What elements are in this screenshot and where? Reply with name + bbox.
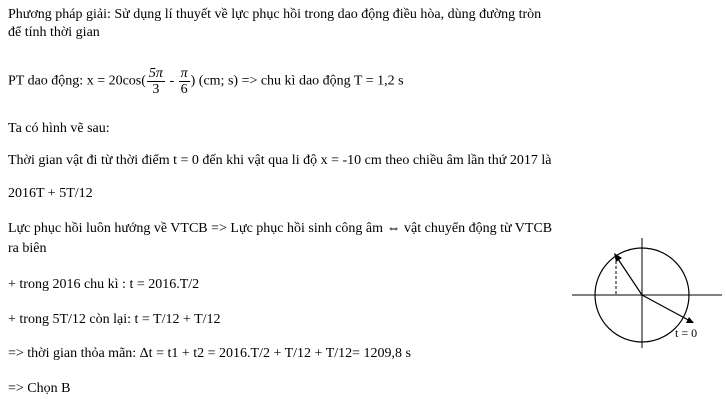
restoring-force-line-cont: ra biên (8, 241, 47, 256)
total-time-line: => thời gian thỏa mãn: Δt = t1 + t2 = 2016.T/2 + T/12 + T/12= 1209,8 s (8, 346, 411, 361)
time-answer-expression: 2016T + 5T/12 (8, 186, 93, 201)
fraction-pi-over-6: $\frac{\pi}{6}$ (180, 66, 188, 97)
equation-prefix: PT dao động: x = 20cos( (8, 73, 146, 89)
method-line-cont: để tính thời gian (8, 25, 100, 40)
t0-label: t = 0 (675, 326, 698, 340)
remainder-line: + trong 5T/12 còn lại: t = T/12 + T/12 (8, 312, 221, 327)
vector-line (616, 256, 642, 295)
restoring-force-line: Lực phục hồi luôn hướng về VTCB => Lực phục hồi sinh công âm ⇔ vật chuyển động từ VTCB (8, 221, 553, 236)
initial-vector-line (642, 295, 692, 322)
fraction-5pi-over-3: $\frac{5\pi}{3}$ (148, 66, 163, 97)
method-line: Phương pháp giải: Sử dụng lí thuyết về lực phục hồi trong dao động điều hòa, dùng đường tròn (8, 7, 542, 22)
figure-intro: Ta có hình vẽ sau: (8, 121, 110, 136)
equation-suffix: ) (cm; s) => chu kì dao động T = 1,2 s (190, 73, 404, 89)
time-question: Thời gian vật đi từ thời điểm t = 0 đến khi vật qua li độ x = -10 cm theo chiều âm lần thứ 2017 là (8, 153, 552, 168)
periods-line: + trong 2016 chu kì : t = 2016.T/2 (8, 277, 200, 292)
answer-line: => Chọn B (8, 381, 71, 396)
equation-line (8, 66, 404, 97)
phase-circle-diagram (572, 238, 722, 348)
minus-sign: - (169, 73, 175, 89)
